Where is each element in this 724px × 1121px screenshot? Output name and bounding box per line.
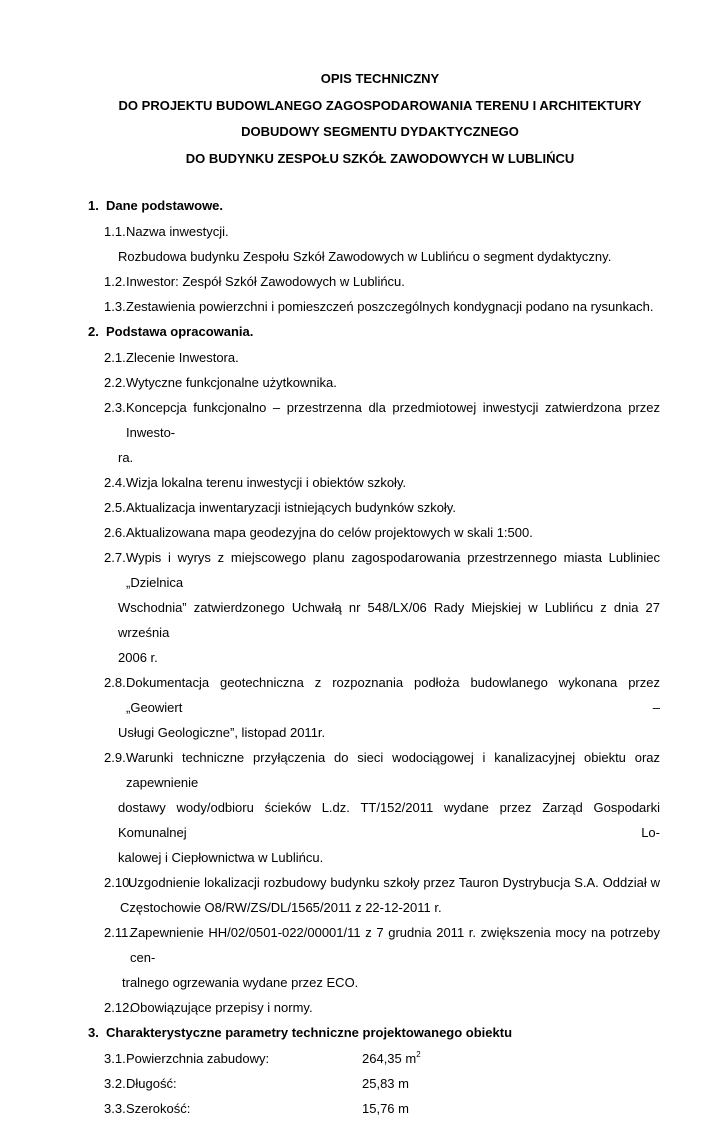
document-body [88,193,660,1121]
list-item [104,745,660,870]
item-number: 2.3. [104,400,126,415]
item-text-line: Wschodnia” zatwierdzonego Uchwałą nr 548/LX/06 Rady Miejskiej w Lublińcu z dnia 27 września [118,600,660,640]
item-number: 2.5. [104,500,126,515]
item-text: Zlecenie Inwestora. [126,350,239,365]
item-text-line: Warunki techniczne przyłączenia do sieci wodociągowej i kanalizacyjnej obiektu oraz zapewnienie [126,750,660,790]
parameter-row [104,1046,660,1071]
item-number: 2.6. [104,525,126,540]
list-item [104,870,660,920]
document-title [0,66,724,172]
list-item [104,495,660,520]
item-number: 2.1. [104,350,126,365]
list-item [104,269,660,294]
param-number: 3.1. [104,1051,126,1066]
section-heading-1 [88,193,660,218]
item-text-line: Uzgodnienie lokalizacji rozbudowy budynku szkoły przez Tauron Dystrybucja S.A. Oddział w [128,875,660,890]
section-title: Dane podstawowe. [106,198,224,213]
list-item [104,470,660,495]
item-number: 2.12. [104,1000,133,1015]
item-text-continued: kalowej i Ciepłownictwa w Lublińcu. [118,850,324,865]
item-text: Aktualizowana mapa geodezyjna do celów projektowych w skali 1:500. [126,525,533,540]
section-title: Charakterystyczne parametry techniczne projektowanego obiektu [106,1025,513,1040]
list-item [104,294,660,319]
item-text: Aktualizacja inwentaryzacji istniejących budynków szkoły. [126,500,456,515]
item-text-line: dostawy wody/odbioru ścieków L.dz. TT/152/2011 wydane przez Zarząd Gospodarki Komunalnej Lo- [118,800,660,840]
item-number: 2.2. [104,375,126,390]
item-text: Nazwa inwestycji. [126,224,229,239]
item-number: 2.4. [104,475,126,490]
parameter-row [104,1071,660,1096]
list-item [104,995,660,1020]
item-text: Wizja lokalna terenu inwestycji i obiektów szkoły. [126,475,407,490]
item-text-continued: Rozbudowa budynku Zespołu Szkół Zawodowych w Lublińcu o segment dydaktyczny. [118,249,612,264]
list-item [104,520,660,545]
item-number: 1.1. [104,224,126,239]
list-item [104,920,660,995]
item-text-line: Wypis i wyrys z miejscowego planu zagospodarowania przestrzennego miasta Lubliniec „Dzielnica [126,550,660,590]
item-text-line: Zapewnienie HH/02/0501-022/00001/11 z 7 grudnia 2011 r. zwiększenia mocy na potrzeby cen- [130,925,660,965]
param-value-superscript: 2 [416,1049,421,1059]
item-text-continued: Częstochowie O8/RW/ZS/DL/1565/2011 z 22-12-2011 r. [120,900,442,915]
item-number: 2.10. [104,875,133,890]
section-heading-2 [88,319,660,344]
item-text: Zestawienia powierzchni i pomieszczeń poszczególnych kondygnacji podano na rysunkach. [126,299,654,314]
list-item [104,219,660,269]
item-number: 1.3. [104,299,126,314]
param-number: 3.3. [104,1101,126,1116]
item-text-continued: tralnego ogrzewania wydane przez ECO. [122,975,359,990]
item-text-continued: ra. [118,450,134,465]
item-text-line: Dokumentacja geotechniczna z rozpoznania podłoża budowlanego wykonana przez „Geowiert – [126,675,660,715]
item-number: 2.8. [104,675,126,690]
title-line-2: DO PROJEKTU BUDOWLANEGO ZAGOSPODAROWANIA TERENU I ARCHITEKTURY [118,97,642,113]
section-number: 3. [88,1025,99,1040]
item-number: 2.9. [104,750,126,765]
section-number: 2. [88,324,99,339]
list-item [104,545,660,670]
param-label: Długość: [126,1076,177,1091]
title-line-3: DOBUDOWY SEGMENTU DYDAKTYCZNEGO [241,124,519,139]
list-item [104,370,660,395]
item-number: 2.11. [104,925,132,940]
list-item [104,395,660,470]
parameter-row [104,1096,660,1121]
param-value-text: 264,35 m [362,1051,417,1066]
section-title: Podstawa opracowania. [106,324,254,339]
param-label: Szerokość: [126,1101,191,1116]
param-value: 25,83 m [362,1076,409,1091]
item-text-continued: Usługi Geologiczne”, listopad 2011r. [118,725,326,740]
item-number: 2.7. [104,550,126,565]
param-number: 3.2. [104,1076,126,1091]
param-value [362,1046,421,1071]
section-number: 1. [88,198,99,213]
item-text: Wytyczne funkcjonalne użytkownika. [126,375,337,390]
param-label: Powierzchnia zabudowy: [126,1051,270,1066]
title-line-4: DO BUDYNKU ZESPOŁU SZKÓŁ ZAWODOWYCH W LUBLIŃCU [185,150,575,166]
title-line-1: OPIS TECHNICZNY [320,71,440,86]
item-number: 1.2. [104,274,126,289]
item-text-line: Koncepcja funkcjonalno – przestrzenna dla przedmiotowej inwestycji zatwierdzona przez Inwesto- [126,400,660,440]
item-text: Obowiązujące przepisy i normy. [130,1000,313,1015]
param-value: 15,76 m [362,1101,409,1116]
list-item [104,670,660,745]
item-text: Inwestor: Zespół Szkół Zawodowych w Lublińcu. [126,274,405,289]
list-item [104,345,660,370]
item-text-continued: 2006 r. [118,650,158,665]
